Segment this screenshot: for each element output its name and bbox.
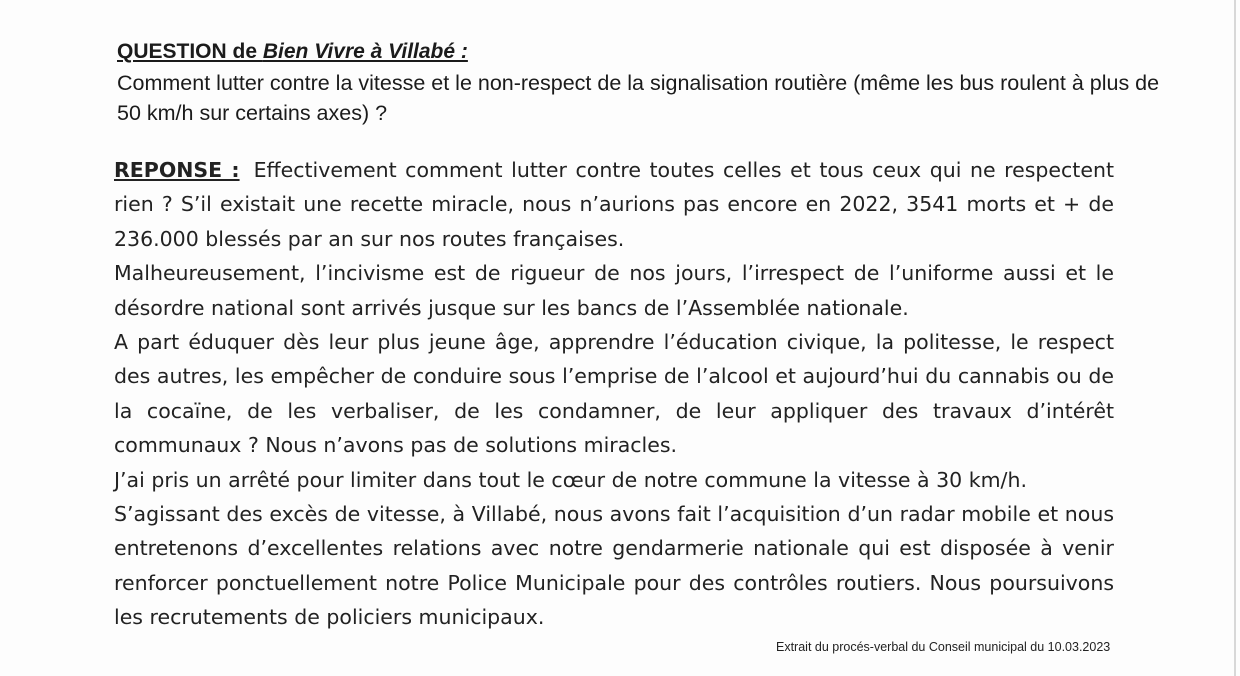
answer-paragraph: Malheureusement, l’incivisme est de rigueur de nos jours, l’irrespect de l’uniforme aussi et le désordre national sont arrivés jusque sur les bancs de l’Assemblée nationale. (114, 261, 1114, 320)
answer-paragraph: S’agissant des excès de vitesse, à Villabé, nous avons fait l’acquisition d’un radar mobile et nous entretenons d’excellentes relations avec notre gendarmerie nationale qui est disposée à venir renforcer ponctuellement notre Police Municipale pour des contrôles routiers. Nous poursuivons les recrutements de policiers municipaux. (114, 502, 1114, 630)
question-source: Bien Vivre à Villabé : (262, 40, 468, 63)
answer-paragraph-text: Effectivement comment lutter contre toutes celles et tous ceux qui ne respectent rien ? S’il existait une recette miracle, nous n’aurions pas encore en 2022, 3541 morts et + de 236.000 blessés par an sur nos routes françaises. (114, 158, 1114, 251)
question-heading (117, 40, 468, 64)
footer-note: Extrait du procés-verbal du Conseil municipal du 10.03.2023 (776, 640, 1111, 654)
answer-paragraph: J’ai pris un arrêté pour limiter dans tout le cœur de notre commune la vitesse à 30 km/h. (114, 467, 1027, 492)
question-text: Comment lutter contre la vitesse et le non-respect de la signalisation routière (même les bus roulent à plus de 50 km/h sur certains axes) ? (117, 71, 1160, 125)
question-label: QUESTION de (117, 40, 263, 63)
page-edge (1234, 0, 1236, 676)
answer-label: REPONSE : (114, 158, 240, 182)
answer-paragraph: A part éduquer dès leur plus jeune âge, apprendre l’éducation civique, la politesse, le respect des autres, les empêcher de conduire sous l’emprise de l’alcool et aujourd’hui du cannabis ou de la cocaïne, de les verbaliser, de les condamner, de leur appliquer des travaux d’intérêt communaux ? Nous n’avons pas de solutions miracles. (114, 330, 1114, 458)
answer-paragraph (114, 153, 1114, 256)
answer-block (114, 153, 1114, 635)
